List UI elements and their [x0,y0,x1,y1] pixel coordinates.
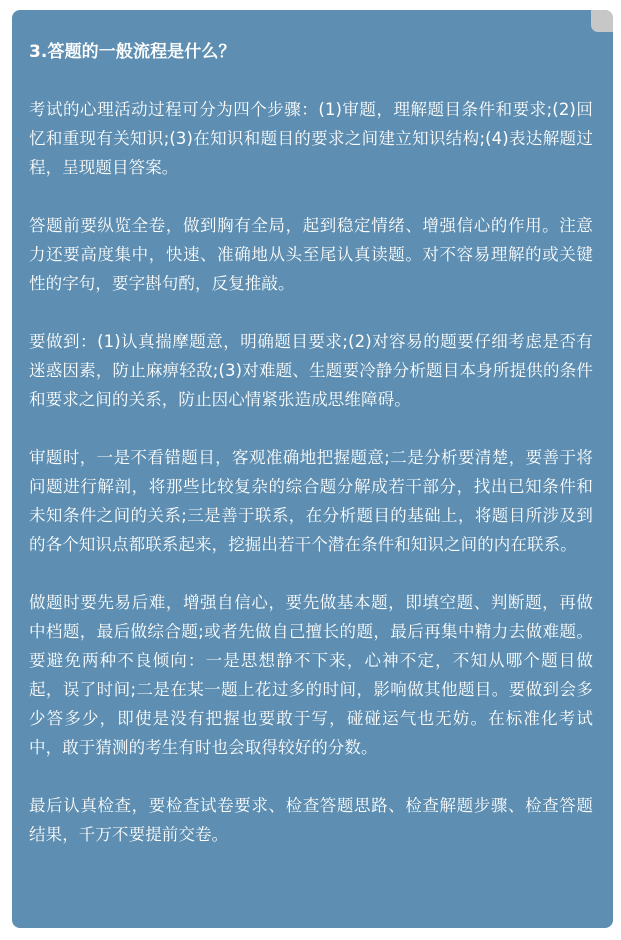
corner-tab [591,10,613,32]
paragraph-2: 答题前要纵览全卷，做到胸有全局，起到稳定情绪、增强信心的作用。注意力还要高度集中，快速、准确地从头至尾认真读题。对不容易理解的或关键性的字句，要字斟句酌，反复推敲。 [29,216,593,293]
article-title: 3.答题的一般流程是什么？ [29,42,236,62]
paragraph-6: 最后认真检查，要检查试卷要求、检查答题思路、检查解题步骤、检查答题结果，千万不要提前交卷。 [29,796,593,844]
paragraph-1: 考试的心理活动过程可分为四个步骤：(1)审题，理解题目条件和要求;(2)回忆和重现有关知识;(3)在知识和题目的要求之间建立知识结构;(4)表达解题过程，呈现题目答案。 [29,100,593,177]
paragraph-3: 要做到：(1)认真揣摩题意，明确题目要求;(2)对容易的题要仔细考虑是否有迷惑因素，防止麻痹轻敌;(3)对难题、生题要冷静分析题目本身所提供的条件和要求之间的关系，防止因心情紧张造成思维障碍。 [29,332,593,409]
paragraph-5: 做题时要先易后难，增强自信心，要先做基本题，即填空题、判断题，再做中档题，最后做综合题;或者先做自己擅长的题，最后再集中精力去做难题。要避免两种不良倾向：一是思想静不下来，心神不定，不知从哪个题目做起，误了时间;二是在某一题上花过多的时间，影响做其他题目。要做到会多少答多少，即使是没有把握也要敢于写，碰碰运气也无妨。在标准化考试中，敢于猜测的考生有时也会取得较好的分数。 [29,593,593,757]
paragraph-4: 审题时，一是不看错题目，客观准确地把握题意;二是分析要清楚，要善于将问题进行解剖，将那些比较复杂的综合题分解成若干部分，找出已知条件和未知条件之间的关系;三是善于联系，在分析题目的基础上，将题目所涉及到的各个知识点都联系起来，挖掘出若干个潜在条件和知识之间的内在联系。 [29,448,593,554]
article-card [12,10,613,928]
